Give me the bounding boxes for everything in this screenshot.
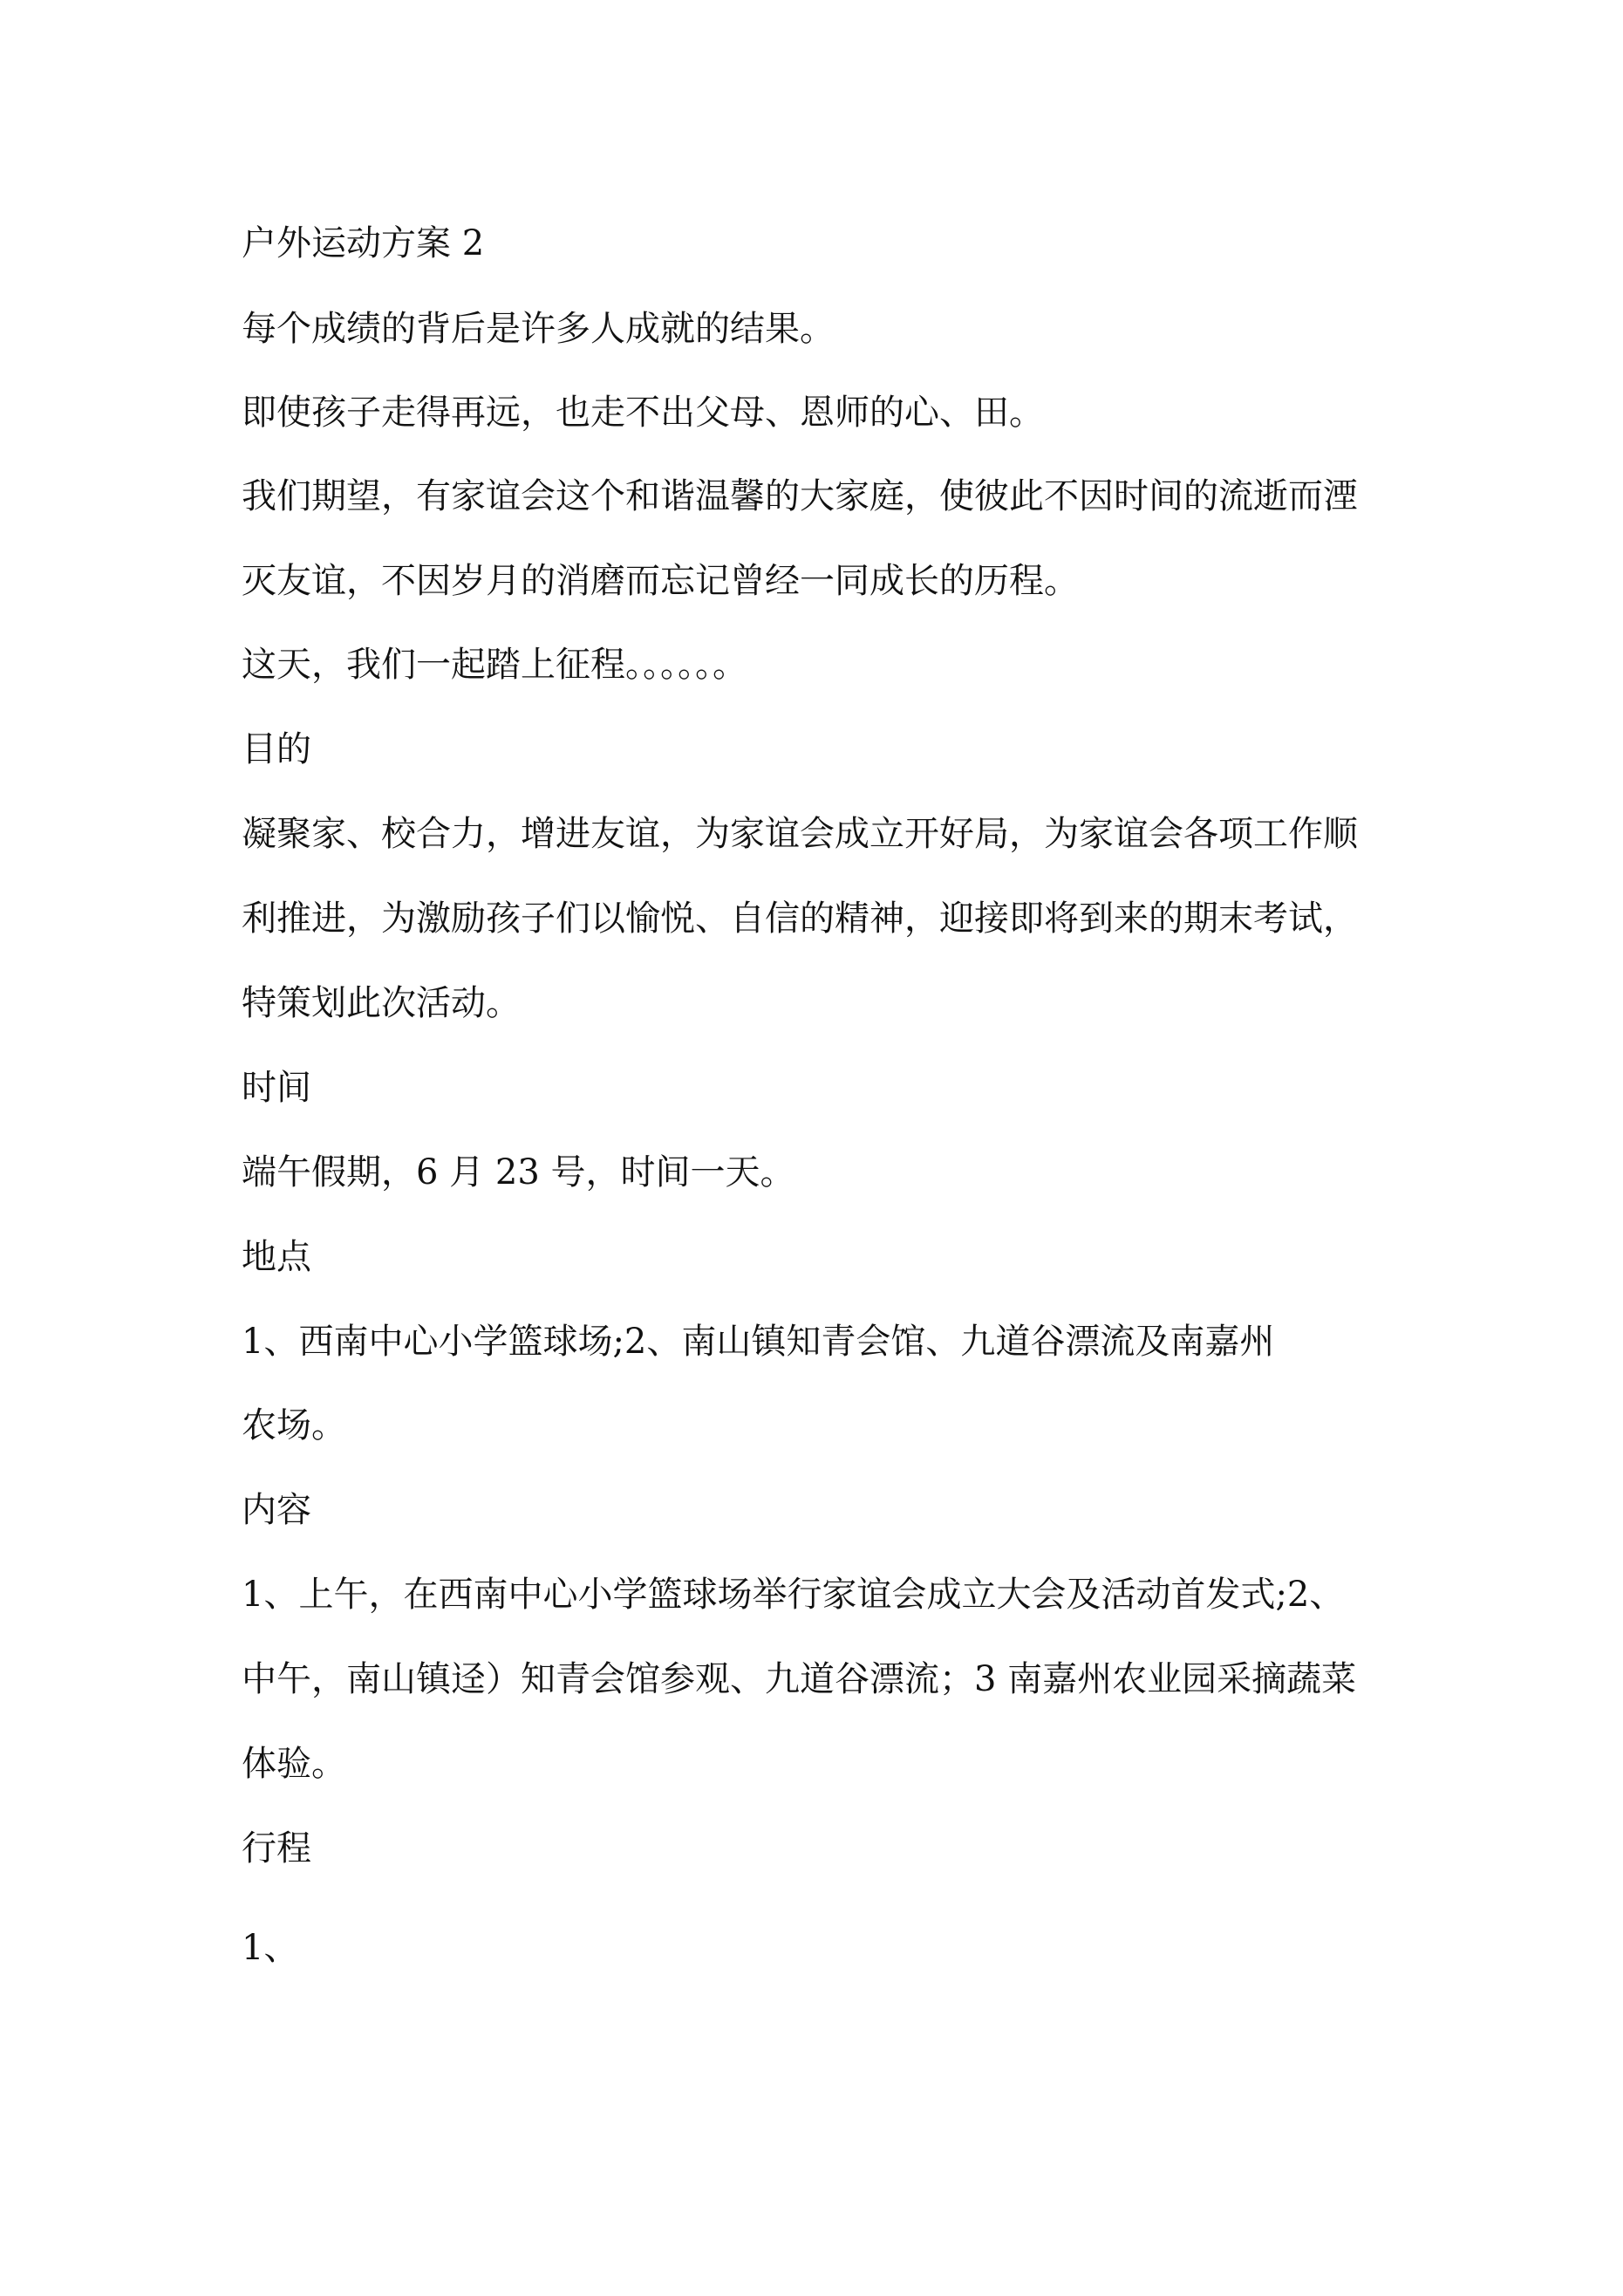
location-heading: 地点	[242, 1237, 311, 1277]
intro-line-5: 这天，我们一起踏上征程。。。。。。	[242, 645, 747, 685]
content-line-1: 1、上午，在西南中心小学篮球场举行家谊会成立大会及活动首发式;2、	[242, 1575, 1345, 1615]
time-heading: 时间	[242, 1068, 311, 1108]
location-line-2: 农场。	[242, 1405, 346, 1445]
intro-line-3: 我们期望，有家谊会这个和谐温馨的大家庭，使彼此不因时间的流逝而湮	[242, 476, 1358, 516]
content-line-2: 中午，南山镇迳）知青会馆参观、九道谷漂流；3 南嘉州农业园采摘蔬菜	[242, 1659, 1357, 1699]
intro-line-1: 每个成绩的背后是许多人成就的结果。	[242, 309, 835, 349]
content-heading: 内容	[242, 1490, 311, 1530]
content-line-3: 体验。	[242, 1744, 346, 1784]
intro-line-4: 灭友谊，不因岁月的消磨而忘记曾经一同成长的历程。	[242, 561, 1079, 601]
location-line-1: 1、西南中心小学篮球场;2、南山镇知青会馆、九道谷漂流及南嘉州	[242, 1322, 1275, 1362]
purpose-line-3: 特策划此次活动。	[242, 983, 521, 1023]
itinerary-line-1: 1、	[242, 1928, 299, 1968]
itinerary-heading: 行程	[242, 1828, 311, 1869]
purpose-heading: 目的	[242, 729, 311, 769]
intro-line-2: 即使孩子走得再远，也走不出父母、恩师的心、田。	[242, 393, 1044, 433]
purpose-line-2: 利推进，为激励孩子们以愉悦、自信的精神，迎接即将到来的期末考试，	[242, 899, 1358, 939]
purpose-line-1: 凝聚家、校合力，增进友谊，为家谊会成立开好局，为家谊会各项工作顺	[242, 814, 1358, 854]
time-line-1: 端午假期，6 月 23 号，时间一天。	[242, 1152, 795, 1192]
document-title: 户外运动方案 2	[242, 223, 485, 263]
